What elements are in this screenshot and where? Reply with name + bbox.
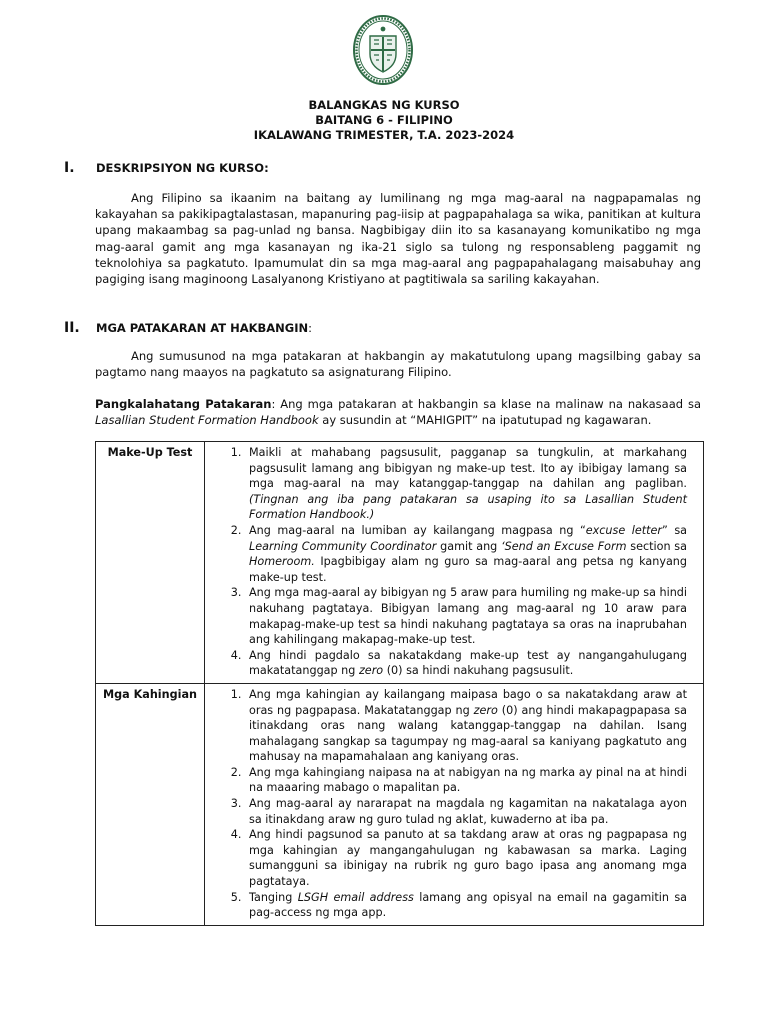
list-item: 3. Ang mag-aaral ay nararapat na magdala ng kagamitan na nakatalaga ayon sa itinakdang araw ng guro tulad ng aklat, kuwaderno at iba pa.: [245, 796, 687, 827]
list-item: 1. Maikli at mahabang pagsusulit, pagganap sa tungkulin, at markahang pagsusulit lamang ang bibigyan ng make-up test. Ito ay ibibigay lamang sa mga mag-aaral na may katanggap-tanggap na dahilan ang pagliban. (Tingnan ang iba pang patakaran sa usaping ito sa Lasallian Student Formation Handbook.): [245, 445, 687, 523]
rules-cell: [205, 442, 704, 684]
school-seal-icon: [352, 14, 414, 86]
section-2-colon: :: [308, 321, 313, 335]
course-title-block: [0, 98, 768, 143]
general-policy: [95, 396, 701, 428]
section-2-number: II.: [64, 320, 80, 336]
list-item: 2. Ang mag-aaral na lumiban ay kailangang magpasa ng “excuse letter” sa Learning Community Coordinator gamit ang ‘Send an Excuse Form section sa Homeroom. Ipagbibigay alam ng guro sa mag-aaral ang petsa ng kanyang make-up test.: [245, 523, 687, 585]
section-2-title: MGA PATAKARAN AT HAKBANGIN: [96, 321, 309, 335]
rules-intro: [95, 348, 701, 380]
course-description-text: Ang Filipino sa ikaanim na baitang ay lumilinang ng mga mag-aaral na nagpapamalas ng kakayahan sa pakikipagtalastasan, mapanuring pag-iisip at pagpapahalaga sa wika, panitikan at kultura upang makaambag sa pag-unlad ng bansa. Nagbibigay diin ito sa kasanayang komunikatibo ng mga mag-aaral gamit ang mga kasanayan ng ika-21 siglo sa tulong ng responsableng paggamit ng teknolohiya sa pagkatuto. Ipamumulat din sa mga mag-aaral ang pagpapahalagang maisabuhay ang pagiging isang maginoong Lasalyanong Kristiyano at pagtitiwala sa sariling kakayahan.: [95, 191, 701, 287]
list-item: 1. Ang mga kahingian ay kailangang maipasa bago o sa nakatakdang araw at oras ng pagpapasa. Makatatanggap ng zero (0) ang hindi makapagpapasa sa itinakdang oras nang walang katanggap-tanggap na dahilan. Isang mahalagang sangkap sa tagumpay ng mag-aaral sa kaniyang pagkatuto ang mahusay na mapamahalaan ang kaniyang oras.: [245, 687, 687, 765]
rules-intro-text: Ang sumusunod na mga patakaran at hakbangin ay makatutulong upang magsilbing gabay sa pagtamo nang maayos na pagkatuto sa asignaturang Filipino.: [95, 349, 701, 380]
rules-table: [95, 441, 704, 926]
general-policy-label: Pangkalahatang Patakaran: [95, 397, 272, 411]
grade-subject: BAITANG 6 - FILIPINO: [315, 113, 453, 127]
handbook-name: Lasallian Student Formation Handbook: [95, 413, 319, 428]
section-1-number: I.: [64, 160, 75, 176]
list-item: 3. Ang mga mag-aaral ay bibigyan ng 5 araw para humiling ng make-up sa hindi nakuhang pagtataya. Bibigyan lamang ang mag-aaral ng 10 araw para makapag-make-up test sa hindi nakuhang pagtataya sa oras na inaprubahan ang kahilingang makapag-make-up test.: [245, 585, 687, 647]
list-item: 4. Ang hindi pagdalo sa nakatakdang make-up test ay nangangahulugang makatatanggap ng zero (0) sa hindi nakuhang pagsusulit.: [245, 648, 687, 679]
rules-list: [209, 445, 687, 679]
general-policy-text: Pangkalahatang Patakaran: Ang mga patakaran at hakbangin sa klase na malinaw na nakasaad sa Lasallian Student Formation Handbook ay susundin at “MAHIGPIT” na ipatutupad ng kagawaran.: [95, 397, 702, 428]
section-1-title: DESKRIPSIYON NG KURSO:: [96, 161, 269, 175]
category-cell: Mga Kahingian: [96, 683, 205, 925]
section-2-heading: [64, 320, 312, 336]
category-cell: Make-Up Test: [96, 442, 205, 684]
trimester-year: IKALAWANG TRIMESTER, T.A. 2023-2024: [253, 128, 515, 142]
section-1-heading: [64, 160, 269, 176]
list-item: 5. Tanging LSGH email address lamang ang opisyal na email na gagamitin sa pag-access ng mga app.: [245, 890, 687, 921]
list-item: 2. Ang mga kahingiang naipasa na at nabigyan na ng marka ay pinal na at hindi na maaaring mabago o mapalitan pa.: [245, 765, 687, 796]
course-description: [95, 190, 701, 287]
list-item: 4. Ang hindi pagsunod sa panuto at sa takdang araw at oras ng pagpapasa ng mga kahingian ay mangangahulugan ng kabawasan sa marka. Laging sumangguni sa ibinigay na rubrik ng guro bago ipasa ang anomang mga pagtataya.: [245, 827, 687, 889]
rules-list: [209, 687, 687, 921]
table-row: [96, 442, 704, 684]
table-row: [96, 683, 704, 925]
rules-cell: [205, 683, 704, 925]
course-title: BALANGKAS NG KURSO: [308, 98, 460, 112]
